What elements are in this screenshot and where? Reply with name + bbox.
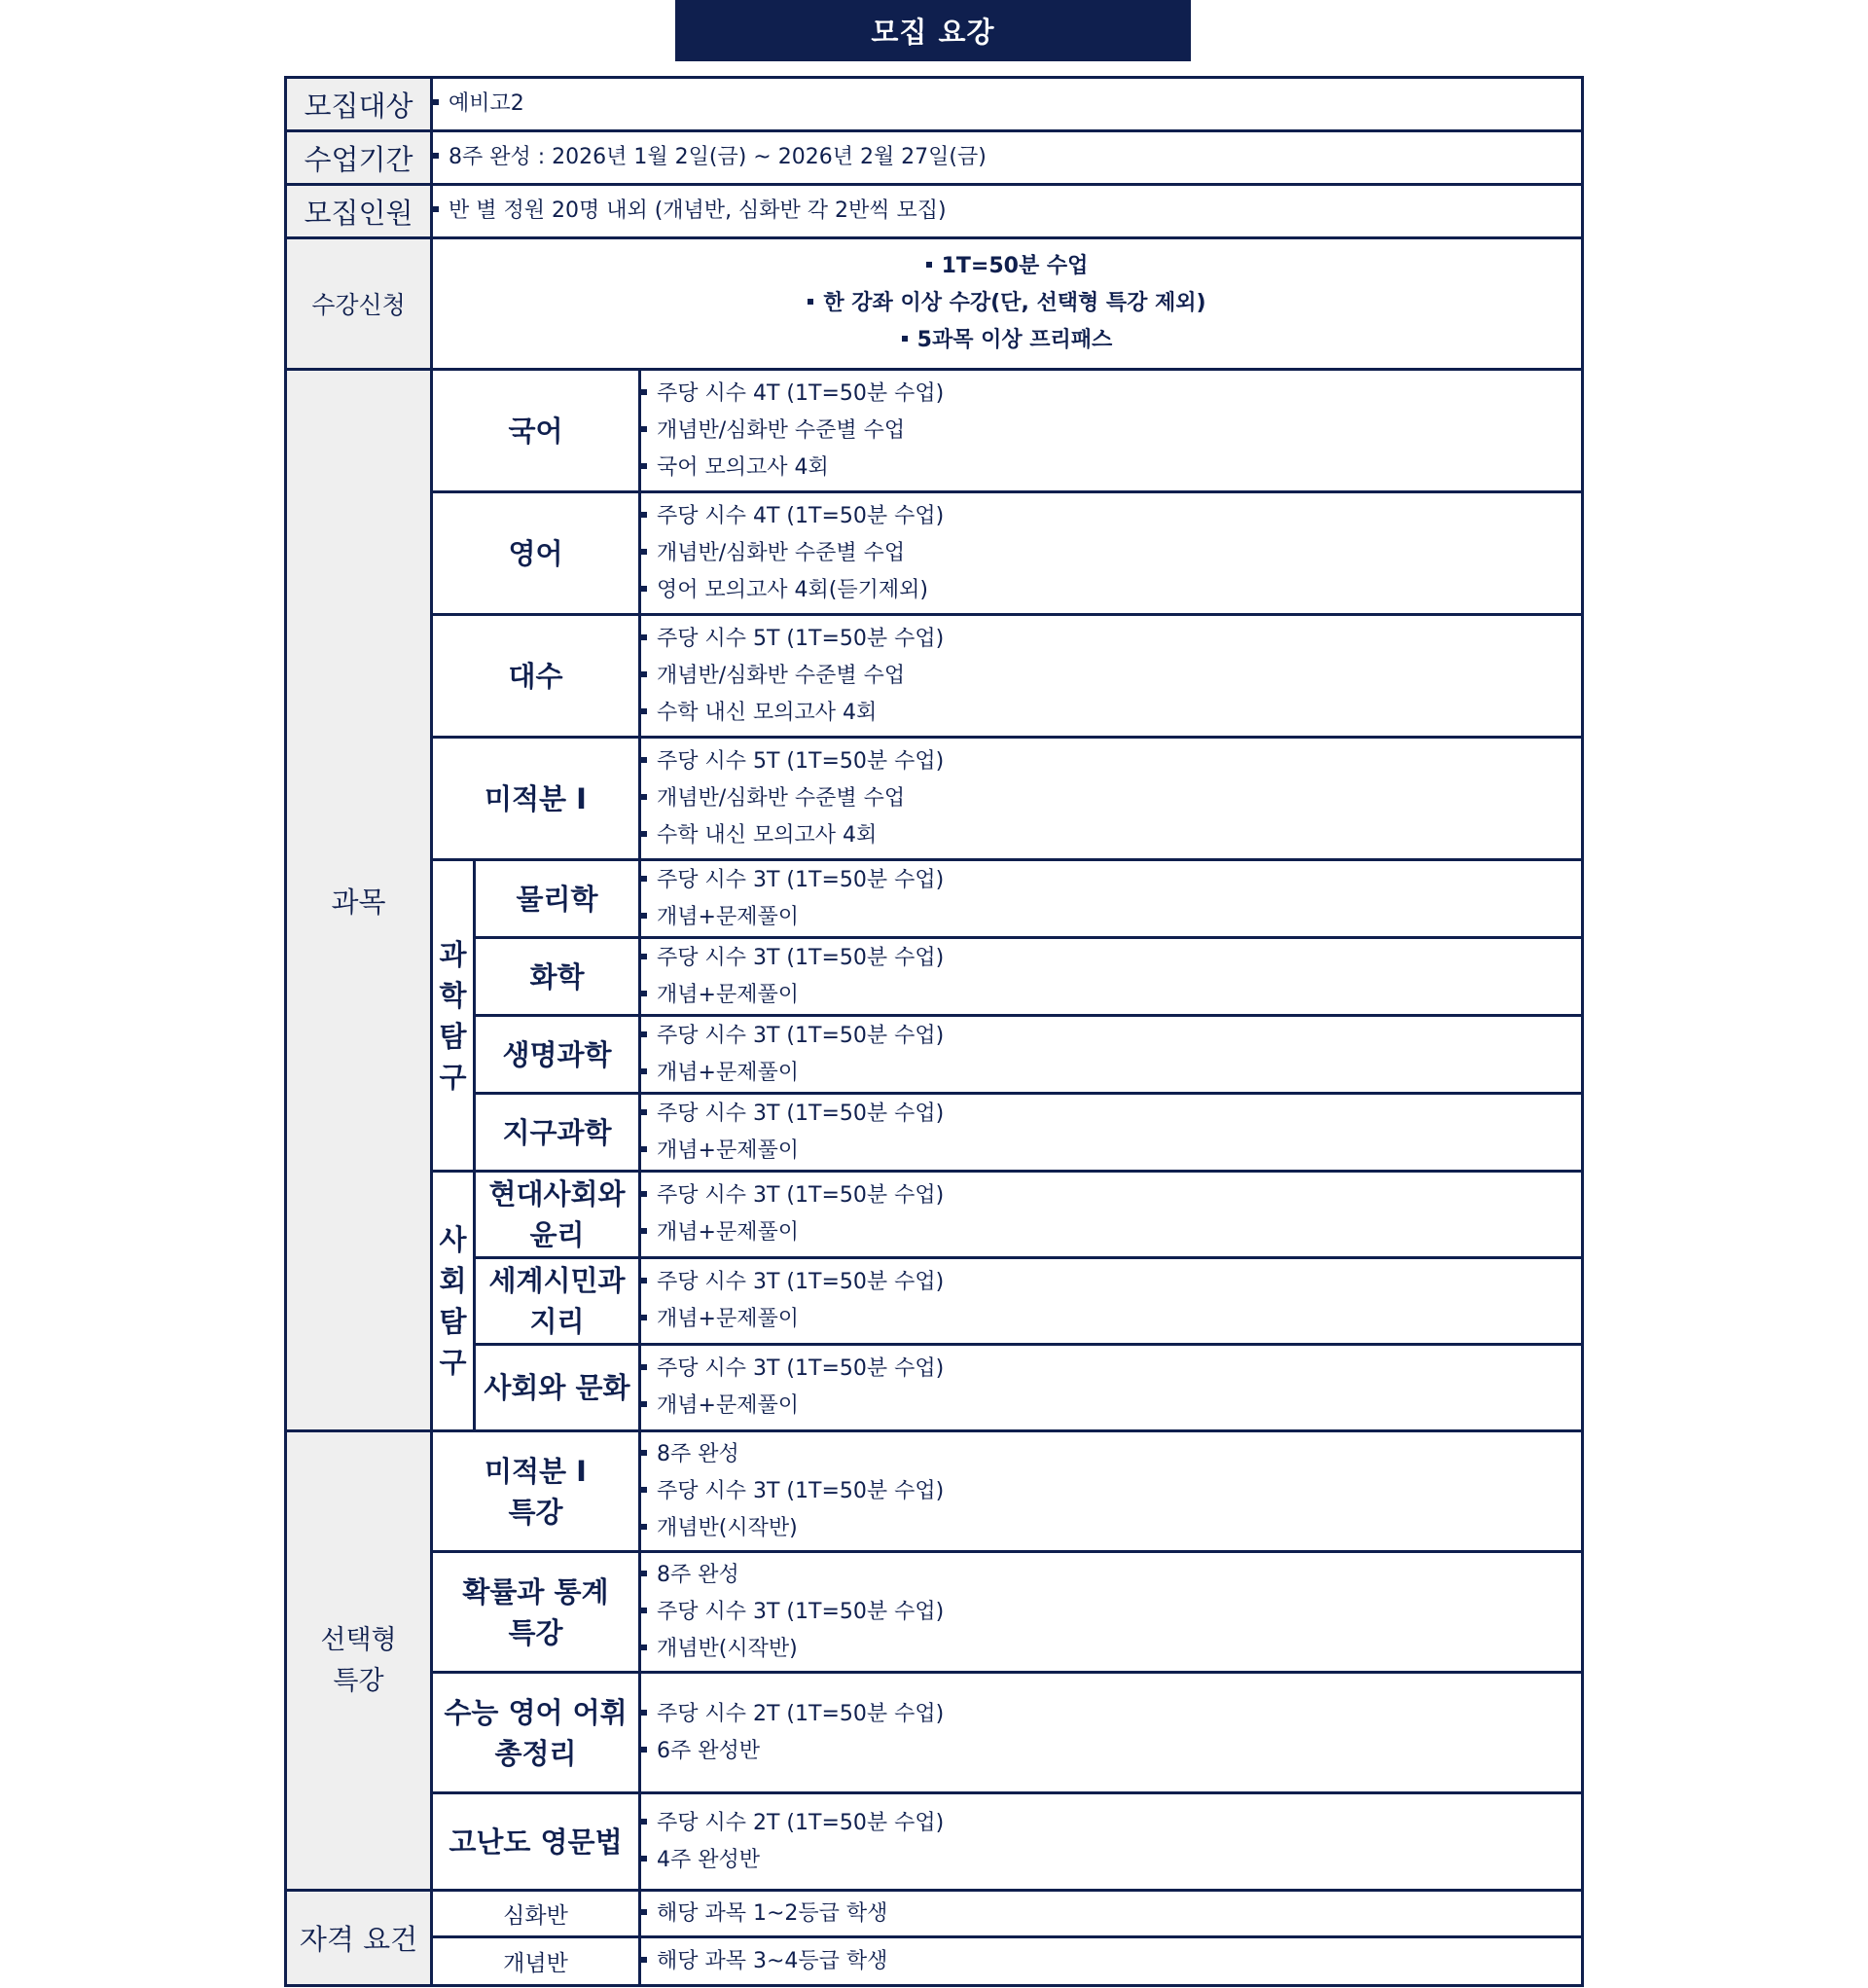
bullet-icon bbox=[641, 1524, 647, 1530]
elective-name-calculus: 미적분 I 특강 bbox=[432, 1431, 640, 1552]
subject-details-ethics: 주당 시수 3T (1T=50분 수업) 개념+문제풀이 bbox=[640, 1172, 1583, 1258]
row-physics bbox=[286, 860, 1583, 938]
electives-label: 선택형 특강 bbox=[286, 1431, 432, 1891]
qualification-advanced-name: 심화반 bbox=[432, 1891, 640, 1937]
bullet-icon bbox=[641, 1710, 647, 1716]
subject-name-geography: 세계시민과 지리 bbox=[475, 1258, 640, 1345]
bullet-icon bbox=[641, 1571, 647, 1576]
subject-name-society-culture: 사회와 문화 bbox=[475, 1345, 640, 1431]
subject-details-earth-science: 주당 시수 3T (1T=50분 수업) 개념+문제풀이 bbox=[640, 1094, 1583, 1172]
bullet-icon bbox=[433, 206, 439, 212]
row-capacity bbox=[286, 185, 1583, 238]
bullet-icon bbox=[433, 153, 439, 159]
row-korean bbox=[286, 370, 1583, 492]
elective-details-calculus: 8주 완성 주당 시수 3T (1T=50분 수업) 개념반(시작반) bbox=[640, 1431, 1583, 1552]
group-label-char: 탐 bbox=[439, 1305, 467, 1338]
row-target bbox=[286, 78, 1583, 131]
row-elective-vocabulary bbox=[286, 1673, 1583, 1793]
page-title: 모집 요강 bbox=[675, 0, 1191, 61]
group-label-char: 학 bbox=[439, 978, 467, 1012]
subject-details-society-culture: 주당 시수 3T (1T=50분 수업) 개념+문제풀이 bbox=[640, 1345, 1583, 1431]
bullet-icon bbox=[641, 1191, 647, 1197]
bullet-icon bbox=[641, 1401, 647, 1407]
subject-details-geography: 주당 시수 3T (1T=50분 수업) 개념+문제풀이 bbox=[640, 1258, 1583, 1345]
group-label-char: 구 bbox=[439, 1346, 467, 1379]
bullet-icon bbox=[641, 1957, 647, 1963]
capacity-value: 반 별 정원 20명 내외 (개념반, 심화반 각 2반씩 모집) bbox=[432, 185, 1583, 238]
target-label: 모집대상 bbox=[286, 78, 432, 131]
subject-name-ethics: 현대사회와 윤리 bbox=[475, 1172, 640, 1258]
subject-name-biology: 생명과학 bbox=[475, 1016, 640, 1094]
bullet-icon bbox=[902, 336, 908, 342]
row-elective-statistics bbox=[286, 1552, 1583, 1673]
subject-name-calculus: 미적분 I bbox=[432, 738, 640, 860]
qualification-basic-text: 해당 과목 3~4등급 학생 bbox=[640, 1937, 1583, 1986]
subject-details-calculus: 주당 시수 5T (1T=50분 수업) 개념반/심화반 수준별 수업 수학 내신 모의고사 4회 bbox=[640, 738, 1583, 860]
bullet-icon bbox=[641, 1109, 647, 1115]
group-label-char: 사 bbox=[439, 1223, 467, 1256]
elective-details-statistics: 8주 완성 주당 시수 3T (1T=50분 수업) 개념반(시작반) bbox=[640, 1552, 1583, 1673]
row-geography bbox=[286, 1258, 1583, 1345]
row-calculus bbox=[286, 738, 1583, 860]
registration-value: 1T=50분 수업 한 강좌 이상 수강(단, 선택형 특강 제외) 5과목 이상 프리패스 bbox=[432, 238, 1583, 370]
row-registration bbox=[286, 238, 1583, 370]
elective-name-statistics: 확률과 통계 특강 bbox=[432, 1552, 640, 1673]
bullet-icon bbox=[641, 708, 647, 714]
row-earth-science bbox=[286, 1094, 1583, 1172]
bullet-icon bbox=[641, 757, 647, 763]
bullet-icon bbox=[641, 1856, 647, 1861]
bullet-icon bbox=[641, 831, 647, 837]
science-group-text bbox=[433, 934, 473, 1098]
subject-details-korean: 주당 시수 4T (1T=50분 수업) 개념반/심화반 수준별 수업 국어 모의고사 4회 bbox=[640, 370, 1583, 492]
bullet-icon bbox=[641, 1487, 647, 1493]
group-label-char: 구 bbox=[439, 1060, 467, 1094]
row-period bbox=[286, 131, 1583, 185]
bullet-icon bbox=[641, 1068, 647, 1074]
bullet-icon bbox=[641, 1278, 647, 1283]
bullet-icon bbox=[926, 262, 932, 268]
bullet-icon bbox=[641, 1909, 647, 1915]
subject-name-korean: 국어 bbox=[432, 370, 640, 492]
period-value: 8주 완성 : 2026년 1월 2일(금) ~ 2026년 2월 27일(금) bbox=[432, 131, 1583, 185]
row-english bbox=[286, 492, 1583, 615]
registration-label: 수강신청 bbox=[286, 238, 432, 370]
period-label: 수업기간 bbox=[286, 131, 432, 185]
bullet-icon bbox=[641, 586, 647, 592]
qualification-advanced-text: 해당 과목 1~2등급 학생 bbox=[640, 1891, 1583, 1937]
subject-details-chemistry: 주당 시수 3T (1T=50분 수업) 개념+문제풀이 bbox=[640, 938, 1583, 1016]
bullet-icon bbox=[641, 876, 647, 882]
bullet-icon bbox=[641, 794, 647, 800]
qualification-label: 자격 요건 bbox=[286, 1891, 432, 1986]
row-elective-grammar bbox=[286, 1793, 1583, 1891]
capacity-label: 모집인원 bbox=[286, 185, 432, 238]
subject-name-chemistry: 화학 bbox=[475, 938, 640, 1016]
bullet-icon bbox=[641, 913, 647, 919]
subject-details-algebra: 주당 시수 5T (1T=50분 수업) 개념반/심화반 수준별 수업 수학 내신 모의고사 4회 bbox=[640, 615, 1583, 738]
science-group-label bbox=[432, 860, 475, 1172]
subject-name-earth-science: 지구과학 bbox=[475, 1094, 640, 1172]
bullet-icon bbox=[641, 1747, 647, 1753]
bullet-icon bbox=[641, 426, 647, 432]
row-society-culture bbox=[286, 1345, 1583, 1431]
elective-details-grammar: 주당 시수 2T (1T=50분 수업) 4주 완성반 bbox=[640, 1793, 1583, 1891]
subject-name-physics: 물리학 bbox=[475, 860, 640, 938]
subject-details-biology: 주당 시수 3T (1T=50분 수업) 개념+문제풀이 bbox=[640, 1016, 1583, 1094]
target-value: 예비고2 bbox=[432, 78, 1583, 131]
elective-name-vocabulary: 수능 영어 어휘 총정리 bbox=[432, 1673, 640, 1793]
bullet-icon bbox=[641, 1364, 647, 1370]
qualification-basic-name: 개념반 bbox=[432, 1937, 640, 1986]
bullet-icon bbox=[641, 671, 647, 677]
bullet-icon bbox=[641, 1146, 647, 1152]
subject-name-algebra: 대수 bbox=[432, 615, 640, 738]
bullet-icon bbox=[641, 512, 647, 518]
bullet-icon bbox=[641, 954, 647, 959]
bullet-icon bbox=[641, 634, 647, 640]
bullet-icon bbox=[641, 1031, 647, 1037]
row-chemistry bbox=[286, 938, 1583, 1016]
bullet-icon bbox=[641, 1315, 647, 1320]
social-group-label bbox=[432, 1172, 475, 1431]
group-label-char: 탐 bbox=[439, 1019, 467, 1053]
social-group-text bbox=[433, 1219, 473, 1383]
row-elective-calculus bbox=[286, 1431, 1583, 1552]
subject-name-english: 영어 bbox=[432, 492, 640, 615]
bullet-icon bbox=[641, 1819, 647, 1825]
elective-details-vocabulary: 주당 시수 2T (1T=50분 수업) 6주 완성반 bbox=[640, 1673, 1583, 1793]
subject-details-physics: 주당 시수 3T (1T=50분 수업) 개념+문제풀이 bbox=[640, 860, 1583, 938]
group-label-char: 회 bbox=[439, 1264, 467, 1297]
row-ethics bbox=[286, 1172, 1583, 1258]
bullet-icon bbox=[641, 389, 647, 395]
bullet-icon bbox=[641, 1645, 647, 1650]
bullet-icon bbox=[641, 1608, 647, 1613]
subject-details-english: 주당 시수 4T (1T=50분 수업) 개념반/심화반 수준별 수업 영어 모의고사 4회(듣기제외) bbox=[640, 492, 1583, 615]
row-qualification-advanced bbox=[286, 1891, 1583, 1937]
subjects-label: 과목 bbox=[286, 370, 432, 1431]
bullet-icon bbox=[641, 991, 647, 996]
bullet-icon bbox=[433, 99, 439, 105]
group-label-char: 과 bbox=[439, 937, 467, 971]
bullet-icon bbox=[641, 463, 647, 469]
bullet-icon bbox=[641, 1450, 647, 1456]
row-algebra bbox=[286, 615, 1583, 738]
bullet-icon bbox=[641, 1228, 647, 1234]
row-qualification-basic bbox=[286, 1937, 1583, 1986]
bullet-icon bbox=[808, 299, 813, 305]
row-biology bbox=[286, 1016, 1583, 1094]
recruitment-table bbox=[284, 76, 1584, 1987]
bullet-icon bbox=[641, 549, 647, 555]
elective-name-grammar: 고난도 영문법 bbox=[432, 1793, 640, 1891]
